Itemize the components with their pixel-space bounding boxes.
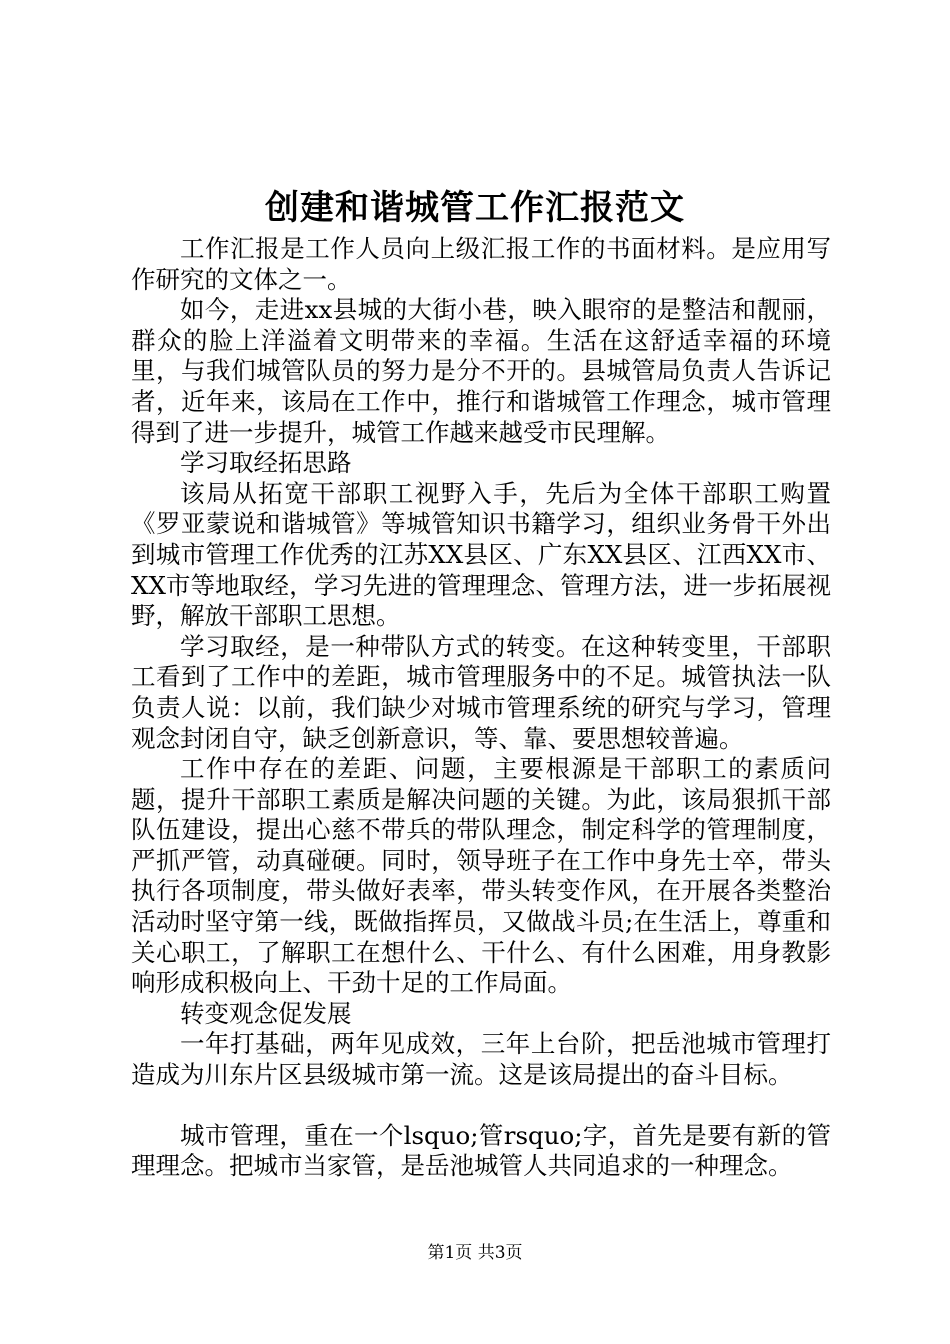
document-title: 创建和谐城管工作汇报范文 [265, 188, 685, 228]
paragraph-intro: 工作汇报是工作人员向上级汇报工作的书面材料。是应用写作研究的文体之一。 [131, 234, 831, 294]
paragraph-concept-2: 城市管理，重在一个lsquo;管rsquo;字，首先是要有新的管理理念。把城市当家管，是岳池城管人共同追求的一种理念。 [131, 1120, 831, 1181]
section-heading-concept: 转变观念促发展 [180, 998, 352, 1028]
paragraph-overview: 如今，走进xx县城的大街小巷，映入眼帘的是整洁和靓丽，群众的脸上洋溢着文明带来的幸福。生活在这舒适幸福的环境里，与我们城管队员的努力是分不开的。县城管局负责人告诉记者，近年来，该局在工作中，推行和谐城管工作理念，城市管理得到了进一步提升，城管工作越来越受市民理解。 [131, 295, 831, 447]
document-body [131, 234, 831, 1182]
paragraph-concept-1: 一年打基础，两年见成效，三年上台阶，把岳池城市管理打造成为川东片区县级城市第一流。这是该局提出的奋斗目标。 [131, 1029, 831, 1090]
paragraph-learning-1: 该局从拓宽干部职工视野入手，先后为全体干部职工购置《罗亚蒙说和谐城管》等城管知识书籍学习，组织业务骨干外出到城市管理工作优秀的江苏XX县区、广东XX县区、江西XX市、XX市等地取经，学习先进的管理理念、管理方法，进一步拓展视野，解放干部职工思想。 [131, 478, 831, 631]
paragraph-learning-3: 工作中存在的差距、问题，主要根源是干部职工的素质问题，提升干部职工素质是解决问题的关键。为此，该局狠抓干部队伍建设，提出心慈不带兵的带队理念，制定科学的管理制度，严抓严管，动真碰硬。同时，领导班子在工作中身先士卒，带头执行各项制度，带头做好表率，带头转变作风，在开展各类整治活动时坚守第一线，既做指挥员，又做战斗员;在生活上，尊重和关心职工，了解职工在想什么、干什么、有什么困难，用身教影响形成积极向上、干劲十足的工作局面。 [131, 754, 831, 998]
section-heading-learning: 学习取经拓思路 [180, 448, 352, 478]
paragraph-learning-2: 学习取经，是一种带队方式的转变。在这种转变里，干部职工看到了工作中的差距，城市管理服务中的不足。城管执法一队负责人说：以前，我们缺少对城市管理系统的研究与学习，管理观念封闭自守，缺乏创新意识，等、靠、要思想较普遍。 [131, 631, 831, 753]
page-footer: 第1页 共3页 [427, 1243, 523, 1263]
